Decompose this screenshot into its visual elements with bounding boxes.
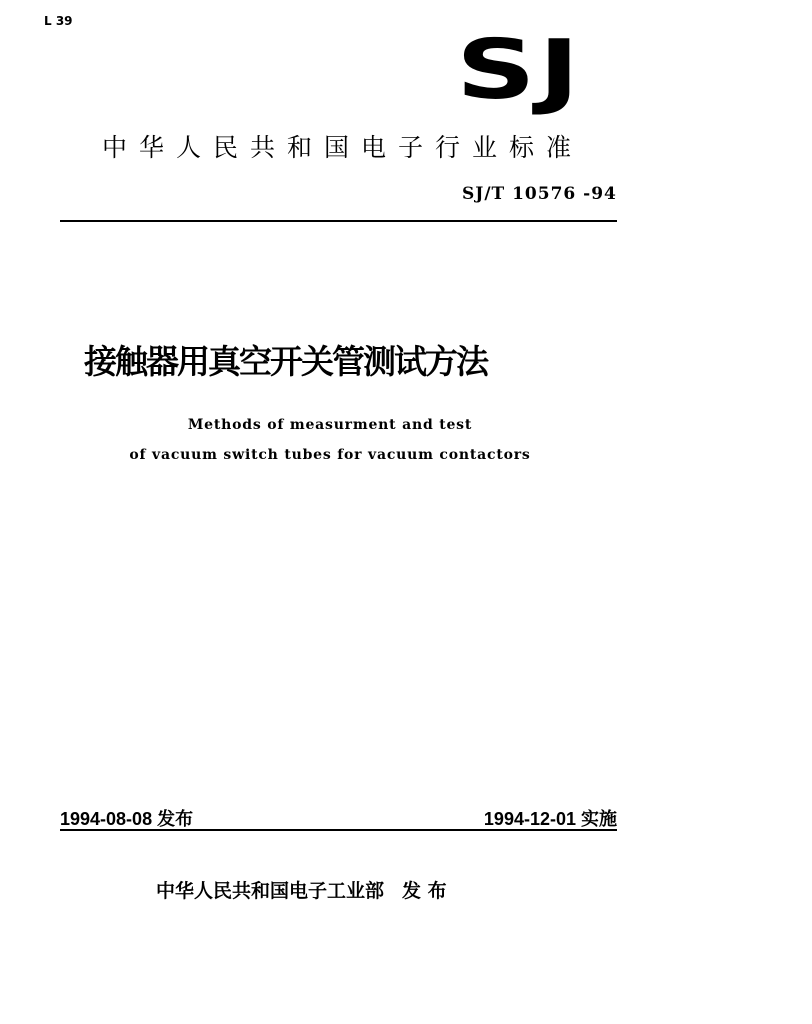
implementation-date: 1994-12-01 实施: [483, 809, 617, 829]
issue-action: 发 布: [402, 880, 447, 902]
issuer-name: 中华人民共和国电子工业部: [156, 880, 385, 902]
standard-number: SJ/T 10576 -94: [462, 184, 617, 204]
english-title-line-2: of vacuum switch tubes for vacuum contactors: [129, 447, 531, 463]
standard-title: 中华人民共和国电子行业标准: [102, 133, 584, 162]
issue-date: 1994-08-08 发布: [60, 809, 194, 829]
footer-divider: [60, 829, 617, 831]
sj-logo: SJ: [456, 23, 583, 118]
publisher-line: [156, 876, 447, 903]
document-title-english: [120, 410, 540, 470]
document-title-chinese: 接触器用真空开关管测试方法: [84, 342, 487, 381]
corner-mark: L 39: [44, 14, 73, 28]
english-title-line-1: Methods of measurment and test: [187, 417, 473, 433]
header-divider: [60, 220, 617, 222]
